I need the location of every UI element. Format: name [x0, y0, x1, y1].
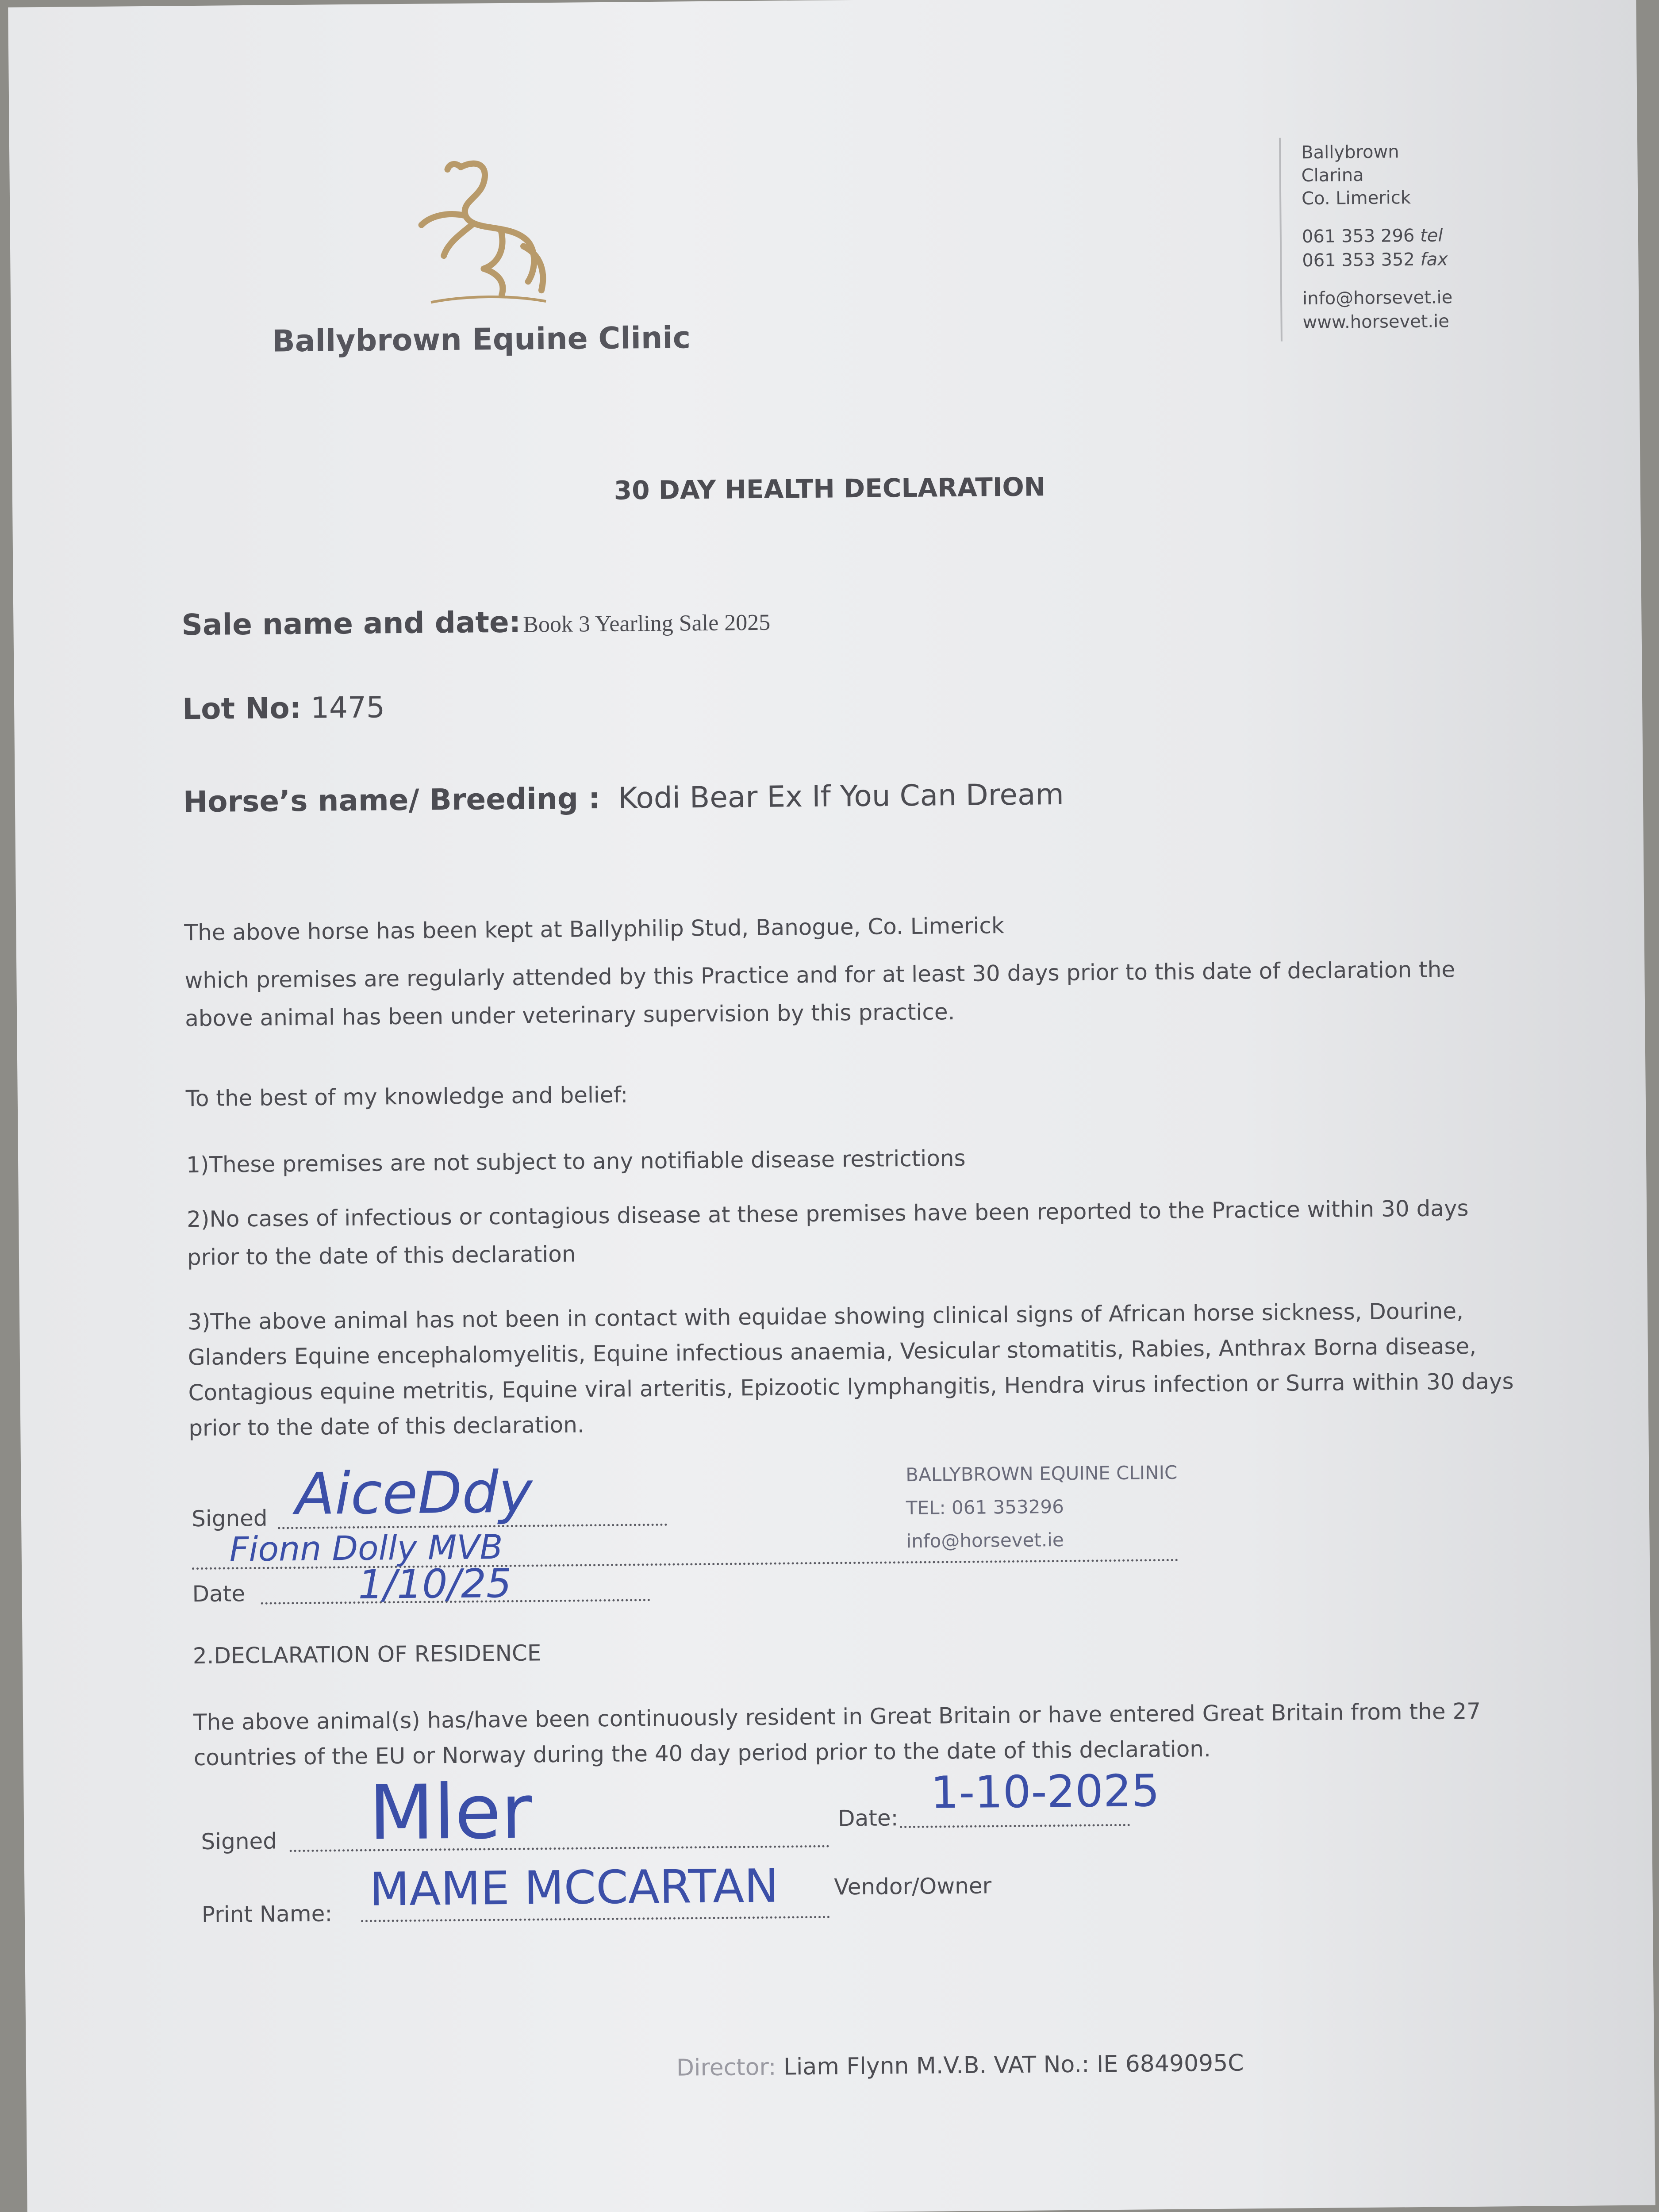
director-text: Liam Flynn M.V.B. VAT No.: IE 6849095C [783, 2050, 1244, 2081]
owner-date-value: 1-10-2025 [930, 1765, 1160, 1819]
clinic-name: Ballybrown Equine Clinic [272, 320, 691, 359]
fax-number: 061 353 352 [1302, 249, 1415, 271]
page-title: 30 DAY HEALTH DECLARATION [614, 472, 1046, 506]
kept-at-text: The above horse has been kept at Ballyphilip Stud, Banogue, Co. Limerick [184, 913, 1005, 946]
owner-date-line [900, 1824, 1130, 1828]
horse-value: Kodi Bear Ex If You Can Dream [618, 777, 1064, 815]
print-name-line [361, 1916, 830, 1922]
residence-heading: 2.DECLARATION OF RESIDENCE [192, 1640, 541, 1669]
sale-field [181, 603, 770, 643]
print-name-label: Print Name: [201, 1901, 333, 1928]
vet-printed-name: Fionn Dolly MVB [229, 1527, 503, 1569]
owner-date-label: Date: [837, 1805, 899, 1832]
tel-line [1302, 225, 1443, 247]
sale-value: Book 3 Yearling Sale 2025 [523, 610, 771, 637]
lot-field [182, 690, 385, 726]
vet-signed-label: Signed [191, 1505, 268, 1532]
email-text: info@horsevet.ie [1302, 287, 1453, 309]
stamp-line-2: TEL: 061 353296 [906, 1495, 1064, 1519]
point-2-text: 2)No cases of infectious or contagious disease at these premises have been reported to the Practice within 30 days prior to the date of this declaration [186, 1195, 1469, 1271]
stamp-line-1: BALLYBROWN EQUINE CLINIC [906, 1461, 1178, 1486]
horse-field [183, 777, 1064, 820]
address-divider [1279, 138, 1283, 342]
premises-text: which premises are regularly attended by this Practice and for at least 30 days prior to this date of declaration the above animal has been under veterinary supervision by this practice. [184, 956, 1455, 1032]
website-text: www.horsevet.ie [1302, 311, 1450, 333]
vet-date-value: 1/10/25 [357, 1560, 512, 1608]
tel-number: 061 353 296 [1302, 225, 1415, 247]
vet-date-label: Date [192, 1581, 246, 1607]
tel-label: tel [1420, 225, 1443, 246]
horse-logo-icon [394, 149, 564, 309]
declaration-sheet [8, 0, 1655, 2212]
owner-signed-label: Signed [201, 1828, 277, 1855]
lot-value: 1475 [310, 690, 385, 725]
lot-label: Lot No: [182, 691, 302, 726]
vet-signature: AiceDdy [295, 1458, 533, 1528]
director-label: Director: [676, 2054, 776, 2081]
fax-label: fax [1420, 249, 1448, 270]
sale-label: Sale name and date: [181, 605, 521, 642]
point-1-text: 1)These premises are not subject to any notifiable disease restrictions [186, 1145, 966, 1178]
horse-label: Horse’s name/ Breeding : [183, 781, 600, 819]
owner-signature: Mler [369, 1768, 533, 1857]
address-line-2: Clarina [1301, 165, 1364, 186]
footer [676, 2049, 1244, 2082]
belief-text: To the best of my knowledge and belief: [185, 1082, 628, 1112]
fax-line [1302, 249, 1448, 271]
address-line-3: Co. Limerick [1301, 188, 1411, 209]
print-name-value: MAME MCCARTAN [369, 1859, 779, 1916]
residence-text: The above animal(s) has/have been continuously resident in Great Britain or have entered Great Britain from the 27 countries of the EU or Norway during the 40 day period prior to the date of this declaration. [193, 1698, 1481, 1771]
address-line-1: Ballybrown [1301, 142, 1399, 163]
point-3-text: 3)The above animal has not been in contact with equidae showing clinical signs of African horse sickness, Dourine, Glanders Equine encephalomyelitis, Equine infectious anaemia, Vesicular stomatitis, Rabies, Anthrax Borna disease, Contagious equine metritis, Equine viral arteritis, Epizootic lymphangitis, Hendra virus infection or Surra within 30 days prior to the date of this declaration. [187, 1298, 1514, 1441]
stamp-line-3: info@horsevet.ie [906, 1528, 1064, 1552]
vendor-owner-label: Vendor/Owner [834, 1873, 992, 1900]
